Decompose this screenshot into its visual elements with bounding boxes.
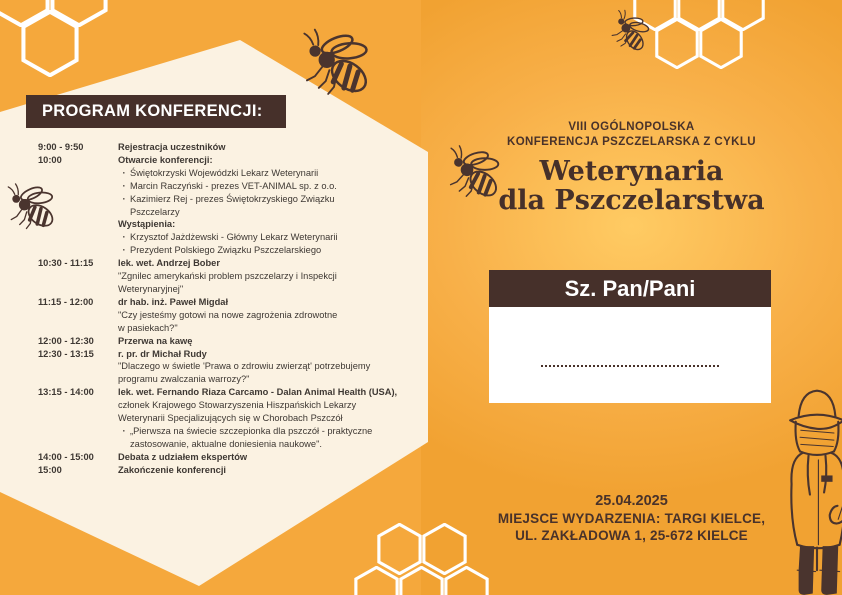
bee-icon (297, 26, 384, 104)
main-title-line-2: dla Pszczelarstwa (498, 185, 765, 216)
program-entry-lines (118, 154, 430, 257)
conference-heading (421, 120, 842, 215)
series-line-1: VIII OGÓLNOPOLSKA (568, 121, 695, 133)
program-line: dr hab. inż. Paweł Migdał (118, 296, 229, 307)
beekeeper-illustration (781, 385, 842, 595)
program-line: Weterynarii Specjalizujących się w Chorobach Pszczół (118, 413, 343, 424)
program-entry-lines (118, 335, 430, 348)
recipient-name-box (489, 307, 771, 403)
program-entry-lines (118, 451, 430, 464)
program-entry-lines (118, 386, 430, 451)
event-venue-line-1: MIEJSCE WYDARZENIA: TARGI KIELCE, (497, 511, 766, 526)
bullet-icon: · (122, 180, 126, 191)
bullet-icon: · (122, 425, 126, 436)
program-line: lek. wet. Andrzej Bober (118, 258, 220, 269)
bee-icon (4, 181, 63, 235)
program-line: r. pr. dr Michał Rudy (118, 348, 207, 359)
program-line (118, 231, 430, 244)
program-entry-lines (118, 257, 430, 296)
program-time: 15:00 (38, 464, 62, 475)
program-line: Wystąpienia: (118, 219, 176, 230)
program-line: Zakończenie konferencji (118, 464, 226, 475)
program-time: 9:00 - 9:50 (38, 142, 84, 152)
event-venue-line-2: UL. ZAKŁADOWA 1, 25-672 KIELCE (515, 528, 748, 543)
program-header-bar (26, 95, 286, 128)
program-line-text: Krzysztof Jażdżewski - Główny Lekarz Weterynarii (130, 232, 338, 243)
program-row (38, 296, 430, 335)
program-line: "Czy jesteśmy gotowi na nowe zagrożenia zdrowotne (118, 309, 338, 320)
program-time: 12:00 - 12:30 (38, 335, 94, 346)
program-line: lek. wet. Fernando Riaza Carcamo - Dalan Animal Health (USA), (118, 387, 398, 398)
program-line: "Dlaczego w świetle 'Prawa o zdrowiu zwierząt' potrzebujemy (118, 361, 371, 372)
program-row (38, 141, 430, 154)
bullet-icon: · (122, 193, 126, 204)
program-row (38, 335, 430, 348)
program-line-text: Marcin Raczyński - prezes VET-ANIMAL sp. z o.o. (130, 180, 337, 191)
honeycomb-icon (0, 0, 117, 80)
series-line-2: KONFERENCJA PSZCZELARSKA Z CYKLU (507, 136, 756, 148)
program-entry-lines (118, 141, 430, 154)
main-title-line-1: Weterynaria (539, 156, 724, 187)
program-line: zastosowanie, aktualne doniesienia naukowe". (130, 438, 322, 449)
program-line: Debata z udziałem ekspertów (118, 451, 248, 462)
program-entry-lines (118, 348, 430, 387)
program-entry-lines (118, 296, 430, 335)
program-line (118, 244, 430, 257)
program-time: 14:00 - 15:00 (38, 451, 94, 462)
program-line: w pasiekach?" (118, 322, 178, 333)
bullet-icon: · (122, 245, 126, 256)
program-line: Otwarcie konferencji: (118, 154, 213, 165)
program-line (118, 193, 430, 206)
recipient-label: Sz. Pan/Pani (564, 275, 696, 301)
program-time: 12:30 - 13:15 (38, 348, 94, 359)
program-line: Przerwa na kawę (118, 335, 193, 346)
bullet-icon: · (122, 167, 126, 178)
program-row (38, 257, 430, 296)
program-schedule (38, 141, 430, 477)
program-time: 13:15 - 14:00 (38, 387, 94, 398)
program-row (38, 451, 430, 464)
bullet-icon: · (122, 232, 126, 243)
program-entry-lines (118, 464, 430, 477)
program-line: Pszczelarzy (130, 206, 180, 217)
event-date: 25.04.2025 (595, 493, 668, 509)
program-row (38, 154, 430, 257)
program-time: 11:15 - 12:00 (38, 296, 94, 307)
program-line (118, 180, 430, 193)
program-title: PROGRAM KONFERENCJI: (42, 102, 263, 120)
program-row (38, 464, 430, 477)
program-line-text: Kazimierz Rej - prezes Świętokrzyskiego Związku (130, 193, 335, 204)
program-line: Weterynaryjnej" (118, 283, 184, 294)
program-line: "Zgnilec amerykański problem pszczelarzy i Inspekcji (118, 271, 337, 282)
program-line (118, 425, 430, 438)
program-line: członek Krajowego Stowarzyszenia Hiszpańskich Lekarzy (118, 400, 357, 411)
program-line: programu zwalczania warrozy?" (118, 374, 250, 385)
event-details (421, 492, 842, 544)
program-row (38, 348, 430, 387)
program-row (38, 386, 430, 451)
program-line: Rejestracja uczestników (118, 142, 226, 152)
program-line-text: Prezydent Polskiego Związku Pszczelarskiego (130, 245, 322, 256)
recipient-header-bar (489, 270, 771, 307)
program-time: 10:30 - 11:15 (38, 258, 94, 269)
program-line-text: Świętokrzyski Wojewódzki Lekarz Weterynarii (130, 167, 319, 178)
program-time: 10:00 (38, 154, 62, 165)
program-line-text: „Pierwsza na świecie szczepionka dla pszczół - praktyczne (130, 425, 373, 436)
signature-dotted-line (541, 365, 719, 367)
program-line (118, 167, 430, 180)
